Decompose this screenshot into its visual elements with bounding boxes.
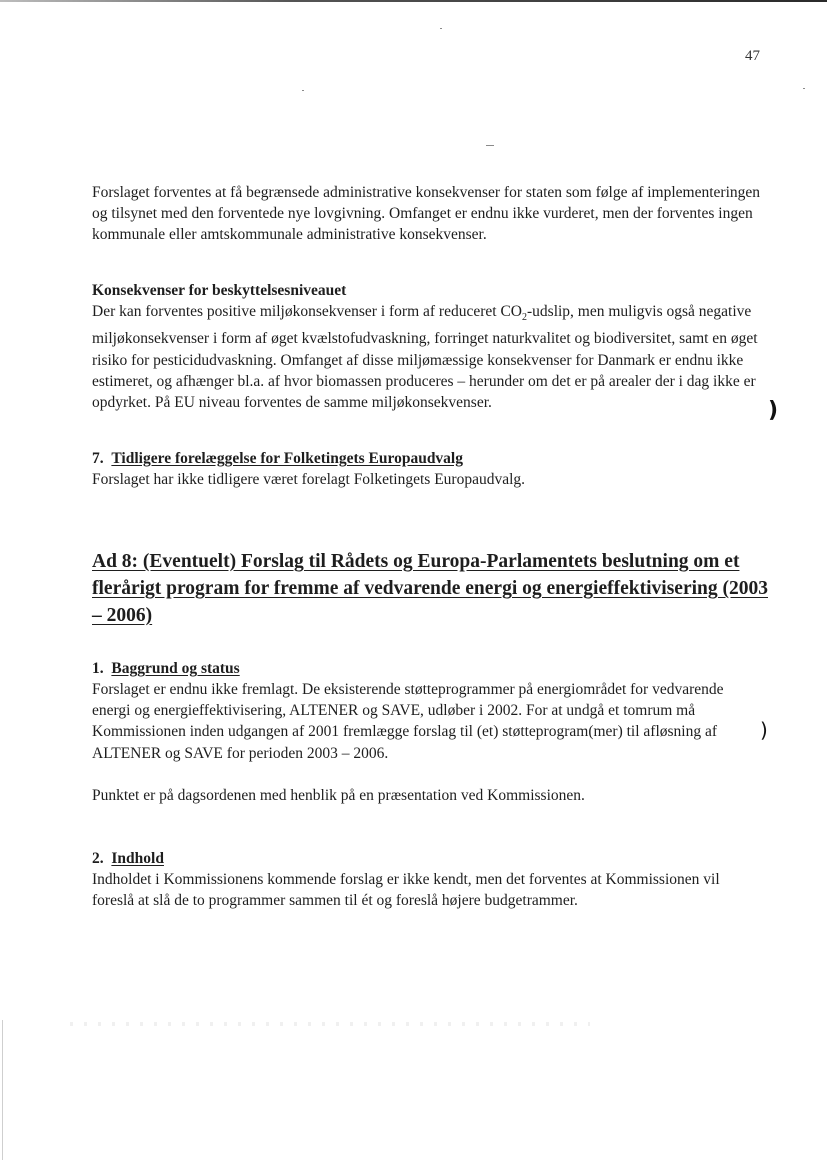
section-7-number: 7. (92, 450, 104, 467)
section-2-text: Indholdet i Kommissionens kommende forslag er ikke kendt, men det forventes at Kommissionen vil foreslå at slå de to programmer sammen til ét og foreslå højere budgetrammer. (92, 871, 720, 910)
protection-text-part2: -udslip, men muligvis også negative miljøkonsekvenser i form af øget kvælstofudvaskning, forringet naturkvalitet og biodiversitet, samt en øget risiko for pesticidudvaskning. Omfanget af disse miljømæssige konsekvenser for Danmark er endnu ikke estimeret, og afhænger bl.a. af hvor biomassen produceres – herunder om det er på arealer der i dag ikke er opdyrket. På EU niveau forventes de samme miljøkonsekvenser. (92, 303, 758, 411)
section-1-title: Baggrund og status (111, 660, 240, 677)
scan-left-edge (2, 1020, 3, 1160)
section-2-number: 2. (92, 850, 104, 867)
section-1-number: 1. (92, 660, 104, 677)
protection-text-part1: Der kan forventes positive miljøkonsekvenser i form af reduceret CO (92, 303, 522, 320)
intro-section (92, 182, 760, 246)
section-2-heading (92, 848, 760, 869)
ad8-heading: Ad 8: (Eventuelt) Forslag til Rådets og Europa-Parlamentets beslutning om et flerårigt program for fremme af vedvarende energi og energieffektivisering (2003 – 2006) (92, 551, 768, 626)
section-1-heading (92, 658, 760, 679)
section-1 (92, 658, 760, 806)
section-7-text: Forslaget har ikke tidligere været forelagt Folketingets Europaudvalg. (92, 471, 526, 488)
protection-heading: Konsekvenser for beskyttelsesniveauet (92, 282, 347, 299)
scan-speck (486, 145, 494, 146)
margin-bracket-mark: ) (768, 398, 779, 423)
scan-speck (302, 90, 304, 91)
scan-speck (440, 28, 442, 29)
scan-speck (803, 88, 805, 89)
section-7-heading (92, 448, 760, 469)
section-2 (92, 848, 760, 911)
section-7 (92, 448, 760, 490)
top-scan-edge (0, 0, 827, 2)
section-1-paragraph-2: Punktet er på dagsordenen med henblik på en præsentation ved Kommissionen. (92, 786, 585, 804)
page-number: 47 (745, 48, 760, 64)
bleed-through-noise (70, 1022, 590, 1026)
intro-paragraph: Forslaget forventes at få begrænsede administrative konsekvenser for staten som følge af implementeringen og tilsynet med den forventede nye lovgivning. Omfanget er endnu ikke vurderet, men der forventes ingen kommunale eller amtskommunale administrative konsekvenser. (92, 184, 761, 244)
protection-section (92, 280, 760, 413)
section-1-paragraph-1: Forslaget er endnu ikke fremlagt. De eksisterende støtteprogrammer på energiområdet for vedvarende energi og energieffektivisering, ALTENER og SAVE, udløber i 2002. For at undgå et tomrum må Kommissionen inden udgangen af 2001 fremlægge forslag til (et) støtteprogram(mer) til afløsning af ALTENER og SAVE for perioden 2003 – 2006. (92, 681, 724, 762)
section-2-title: Indhold (111, 850, 164, 867)
co2-subscript: 2 (522, 312, 527, 324)
margin-bracket-mark: ) (760, 718, 768, 742)
section-7-title: Tidligere forelæggelse for Folketingets Europaudvalg (111, 450, 463, 467)
protection-paragraph (92, 301, 760, 413)
